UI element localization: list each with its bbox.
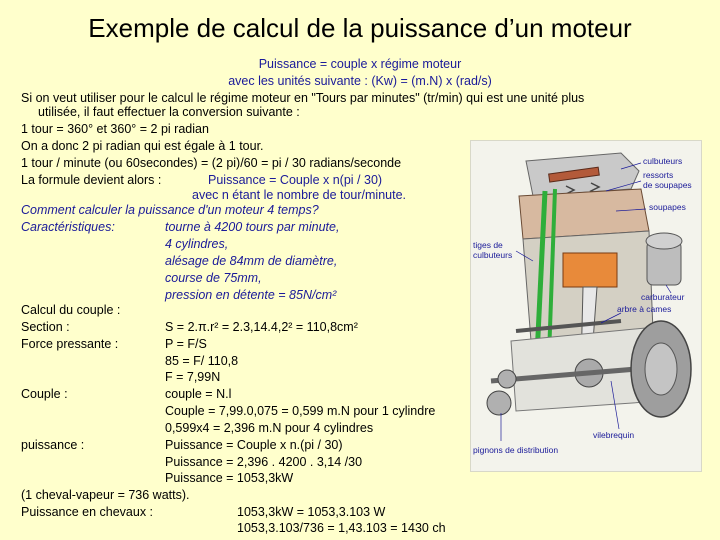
characteristic-item: alésage de 84mm de diamètre,	[165, 254, 338, 268]
couple-label: Couple :	[21, 387, 68, 401]
label-culbuteurs: culbuteurs	[643, 156, 683, 166]
force-line: 85 = F/ 110,8	[165, 354, 239, 368]
label-de-soupapes: de soupapes	[643, 180, 692, 190]
cheval-note: (1 cheval-vapeur = 736 watts).	[21, 488, 190, 502]
characteristics-label: Caractéristiques:	[21, 220, 115, 234]
characteristic-item: tourne à 4200 tours par minute,	[165, 220, 340, 234]
puissance-line: Puissance = 2,396 . 4200 . 3,14 /30	[165, 455, 363, 469]
formula-note: avec n étant le nombre de tour/minute.	[192, 188, 407, 202]
formula-value: Puissance = Couple x n(pi / 30)	[208, 173, 383, 187]
label-carburateur: carburateur	[641, 292, 685, 302]
characteristic-item: course de 75mm,	[165, 271, 262, 285]
puissance-line: Puissance = Couple x n.(pi / 30)	[165, 438, 343, 452]
label-tiges-de: tiges de	[473, 240, 503, 250]
conversion-paragraph-line1: Si on veut utiliser pour le calcul le régime moteur en "Tours par minutes" (tr/min) qui est une unité plus	[21, 91, 585, 105]
puissance-line: Puissance = 1053,3kW	[165, 471, 294, 485]
power-formula: Puissance = couple x régime moteur	[258, 57, 462, 71]
page-title: Exemple de calcul de la puissance d’un moteur	[88, 13, 632, 43]
label-ressorts: ressorts	[643, 170, 674, 180]
couple-line: couple = N.l	[165, 387, 232, 401]
formula-label: La formule devient alors :	[21, 173, 162, 187]
label-soupapes: soupapes	[649, 202, 686, 212]
label-vilebrequin: vilebrequin	[593, 430, 635, 440]
rpm-conversion-line: 1 tour / minute (ou 60secondes) = (2 pi)/60 = pi / 30 radians/seconde	[21, 156, 402, 170]
puissance-label: puissance :	[21, 438, 85, 452]
force-label: Force pressante :	[21, 337, 119, 351]
question-heading: Comment calculer la puissance d'un moteur 4 temps?	[21, 203, 319, 217]
tour-radian-line: 1 tour = 360° et 360° = 2 pi radian	[21, 122, 209, 136]
characteristic-item: pression en détente = 85N/cm²	[165, 288, 337, 302]
force-line: F = 7,99N	[165, 370, 221, 384]
couple-line: 0,599x4 = 2,396 m.N pour 4 cylindres	[165, 421, 374, 435]
two-pi-line: On a donc 2 pi radian qui est égale à 1 tour.	[21, 139, 264, 153]
couple-heading: Calcul du couple :	[21, 303, 121, 317]
conversion-paragraph-line2: utilisée, il faut effectuer la conversion suivante :	[38, 105, 300, 119]
label-culbuteurs-2: culbuteurs	[473, 250, 513, 260]
chevaux-line: 1053,3.103/736 = 1,43.103 = 1430 ch	[237, 521, 446, 535]
engine-diagram	[470, 140, 702, 472]
chevaux-line: 1053,3kW = 1053,3.103 W	[237, 505, 386, 519]
chevaux-label: Puissance en chevaux :	[21, 505, 154, 519]
characteristic-item: 4 cylindres,	[165, 237, 229, 251]
label-arbre-a-cames: arbre à cames	[617, 304, 672, 314]
units-line: avec les unités suivante : (Kw) = (m.N) x (rad/s)	[228, 74, 492, 88]
couple-line: Couple = 7,99.0,075 = 0,599 m.N pour 1 cylindre	[165, 404, 436, 418]
section-label: Section :	[21, 320, 70, 334]
label-pignons: pignons de distribution	[473, 445, 559, 455]
force-line: P = F/S	[165, 337, 207, 351]
section-value: S = 2.π.r² = 2.3,14.4,2² = 110,8cm²	[165, 320, 358, 334]
